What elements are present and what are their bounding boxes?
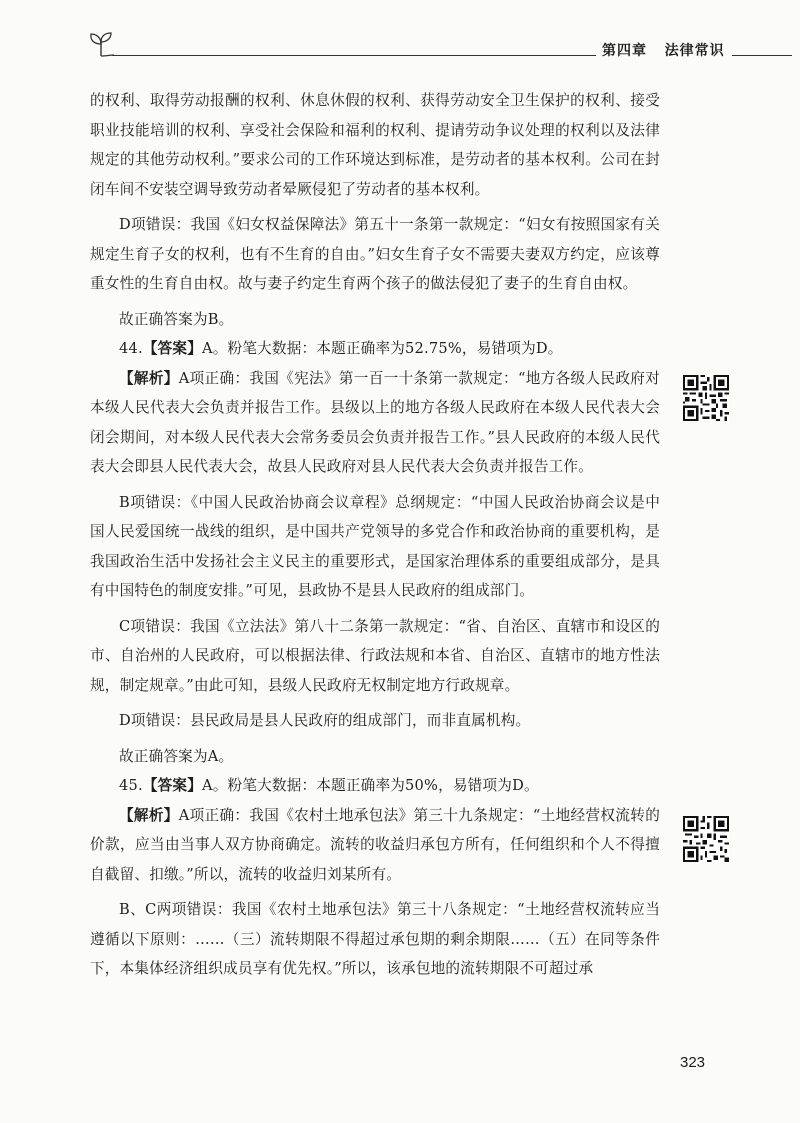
plant-sprout-icon <box>86 30 116 58</box>
answer-label: 【答案】 <box>142 340 202 357</box>
analysis-paragraph <box>90 364 660 482</box>
question-number: 44. <box>119 340 143 357</box>
page-number: 323 <box>680 1054 706 1071</box>
paragraph: 故正确答案为B。 <box>119 310 234 328</box>
paragraph: B、C两项错误：我国《农村土地承包法》第三十八条规定：“土地经营权流转应当遵循以下原则：……（三）流转期限不得超过承包期的剩余期限……（五）在同等条件下，本集体经济组织成员享有优先权。”所以，该承包地的流转期限不可超过承 <box>90 901 660 977</box>
paragraph: D项错误：我国《妇女权益保障法》第五十一条第一款规定：“妇女有按照国家有关规定生育子女的权利，也有不生育的自由。”妇女生育子女不需要夫妻双方约定，应该尊重女性的生育自由权。故与妻子约定生育两个孩子的做法侵犯了妻子的生育自由权。 <box>90 216 660 292</box>
paragraph: 的权利、取得劳动报酬的权利、休息休假的权利、获得劳动安全卫生保护的权利、接受职业技能培训的权利、享受社会保险和福利的权利、提请劳动争议处理的权利以及法律规定的其他劳动权利。”要求公司的工作环境达到标准，是劳动者的基本权利。公司在封闭车间不安装空调导致劳动者晕厥侵犯了劳动者的基本权利。 <box>90 92 660 198</box>
answer-text: A。粉笔大数据：本题正确率为50%，易错项为D。 <box>202 777 539 794</box>
paragraph: C项错误：我国《立法法》第八十二条第一款规定：“省、自治区、直辖市和设区的市、自治州的人民政府，可以根据法律、行政法规和本省、自治区、直辖市的地方性法规，制定规章。”由此可知，县级人民政府无权制定地方行政规章。 <box>90 617 660 694</box>
analysis-label: 【解析】 <box>119 806 179 824</box>
page-body <box>90 86 660 984</box>
analysis-paragraph <box>90 801 660 890</box>
answer-label: 【答案】 <box>142 777 202 794</box>
chapter-title: 法律常识 <box>664 43 725 59</box>
analysis-text: A项正确：我国《农村土地承包法》第三十九条规定：“土地经营权流转的价款，应当由当事人双方协商确定。流转的收益归承包方所有，任何组织和个人不得擅自截留、扣缴。”所以，流转的收益归刘某所有。 <box>90 806 660 883</box>
question-number: 45. <box>119 777 143 794</box>
paragraph: D项错误：县民政局是县人民政府的组成部门，而非直属机构。 <box>119 712 531 729</box>
analysis-text: A项正确：我国《宪法》第一百一十条第一款规定：“地方各级人民政府对本级人民代表大会负责并报告工作。县级以上的地方各级人民政府在本级人民代表大会闭会期间，对本级人民代表大会常务委员会负责并报告工作。”县人民政府的本级人民代表大会即县人民代表大会，故县人民政府对县人民代表大会负责并报告工作。 <box>90 369 660 475</box>
paragraph: B项错误：《中国人民政治协商会议章程》总纲规定：“中国人民政治协商会议是中国人民爱国统一战线的组织，是中国共产党领导的多党合作和政治协商的重要机构，是我国政治生活中发扬社会主义民主的重要形式，是国家治理体系的重要组成部分，是具有中国特色的制度安排。”可见，县政协不是县人民政府的组成部门。 <box>90 493 660 599</box>
running-header <box>602 40 725 60</box>
chapter-label: 第四章 <box>602 43 647 59</box>
answer-text: A。粉笔大数据：本题正确率为52.75%，易错项为D。 <box>202 340 563 357</box>
paragraph: 故正确答案为A。 <box>119 747 234 765</box>
qr-code[interactable] <box>683 375 729 421</box>
header-rule-left <box>112 55 596 56</box>
header-rule-right <box>732 55 792 56</box>
qr-code[interactable] <box>683 816 729 862</box>
answer-paragraph <box>90 334 660 364</box>
analysis-label: 【解析】 <box>119 369 179 387</box>
answer-paragraph <box>90 771 660 801</box>
